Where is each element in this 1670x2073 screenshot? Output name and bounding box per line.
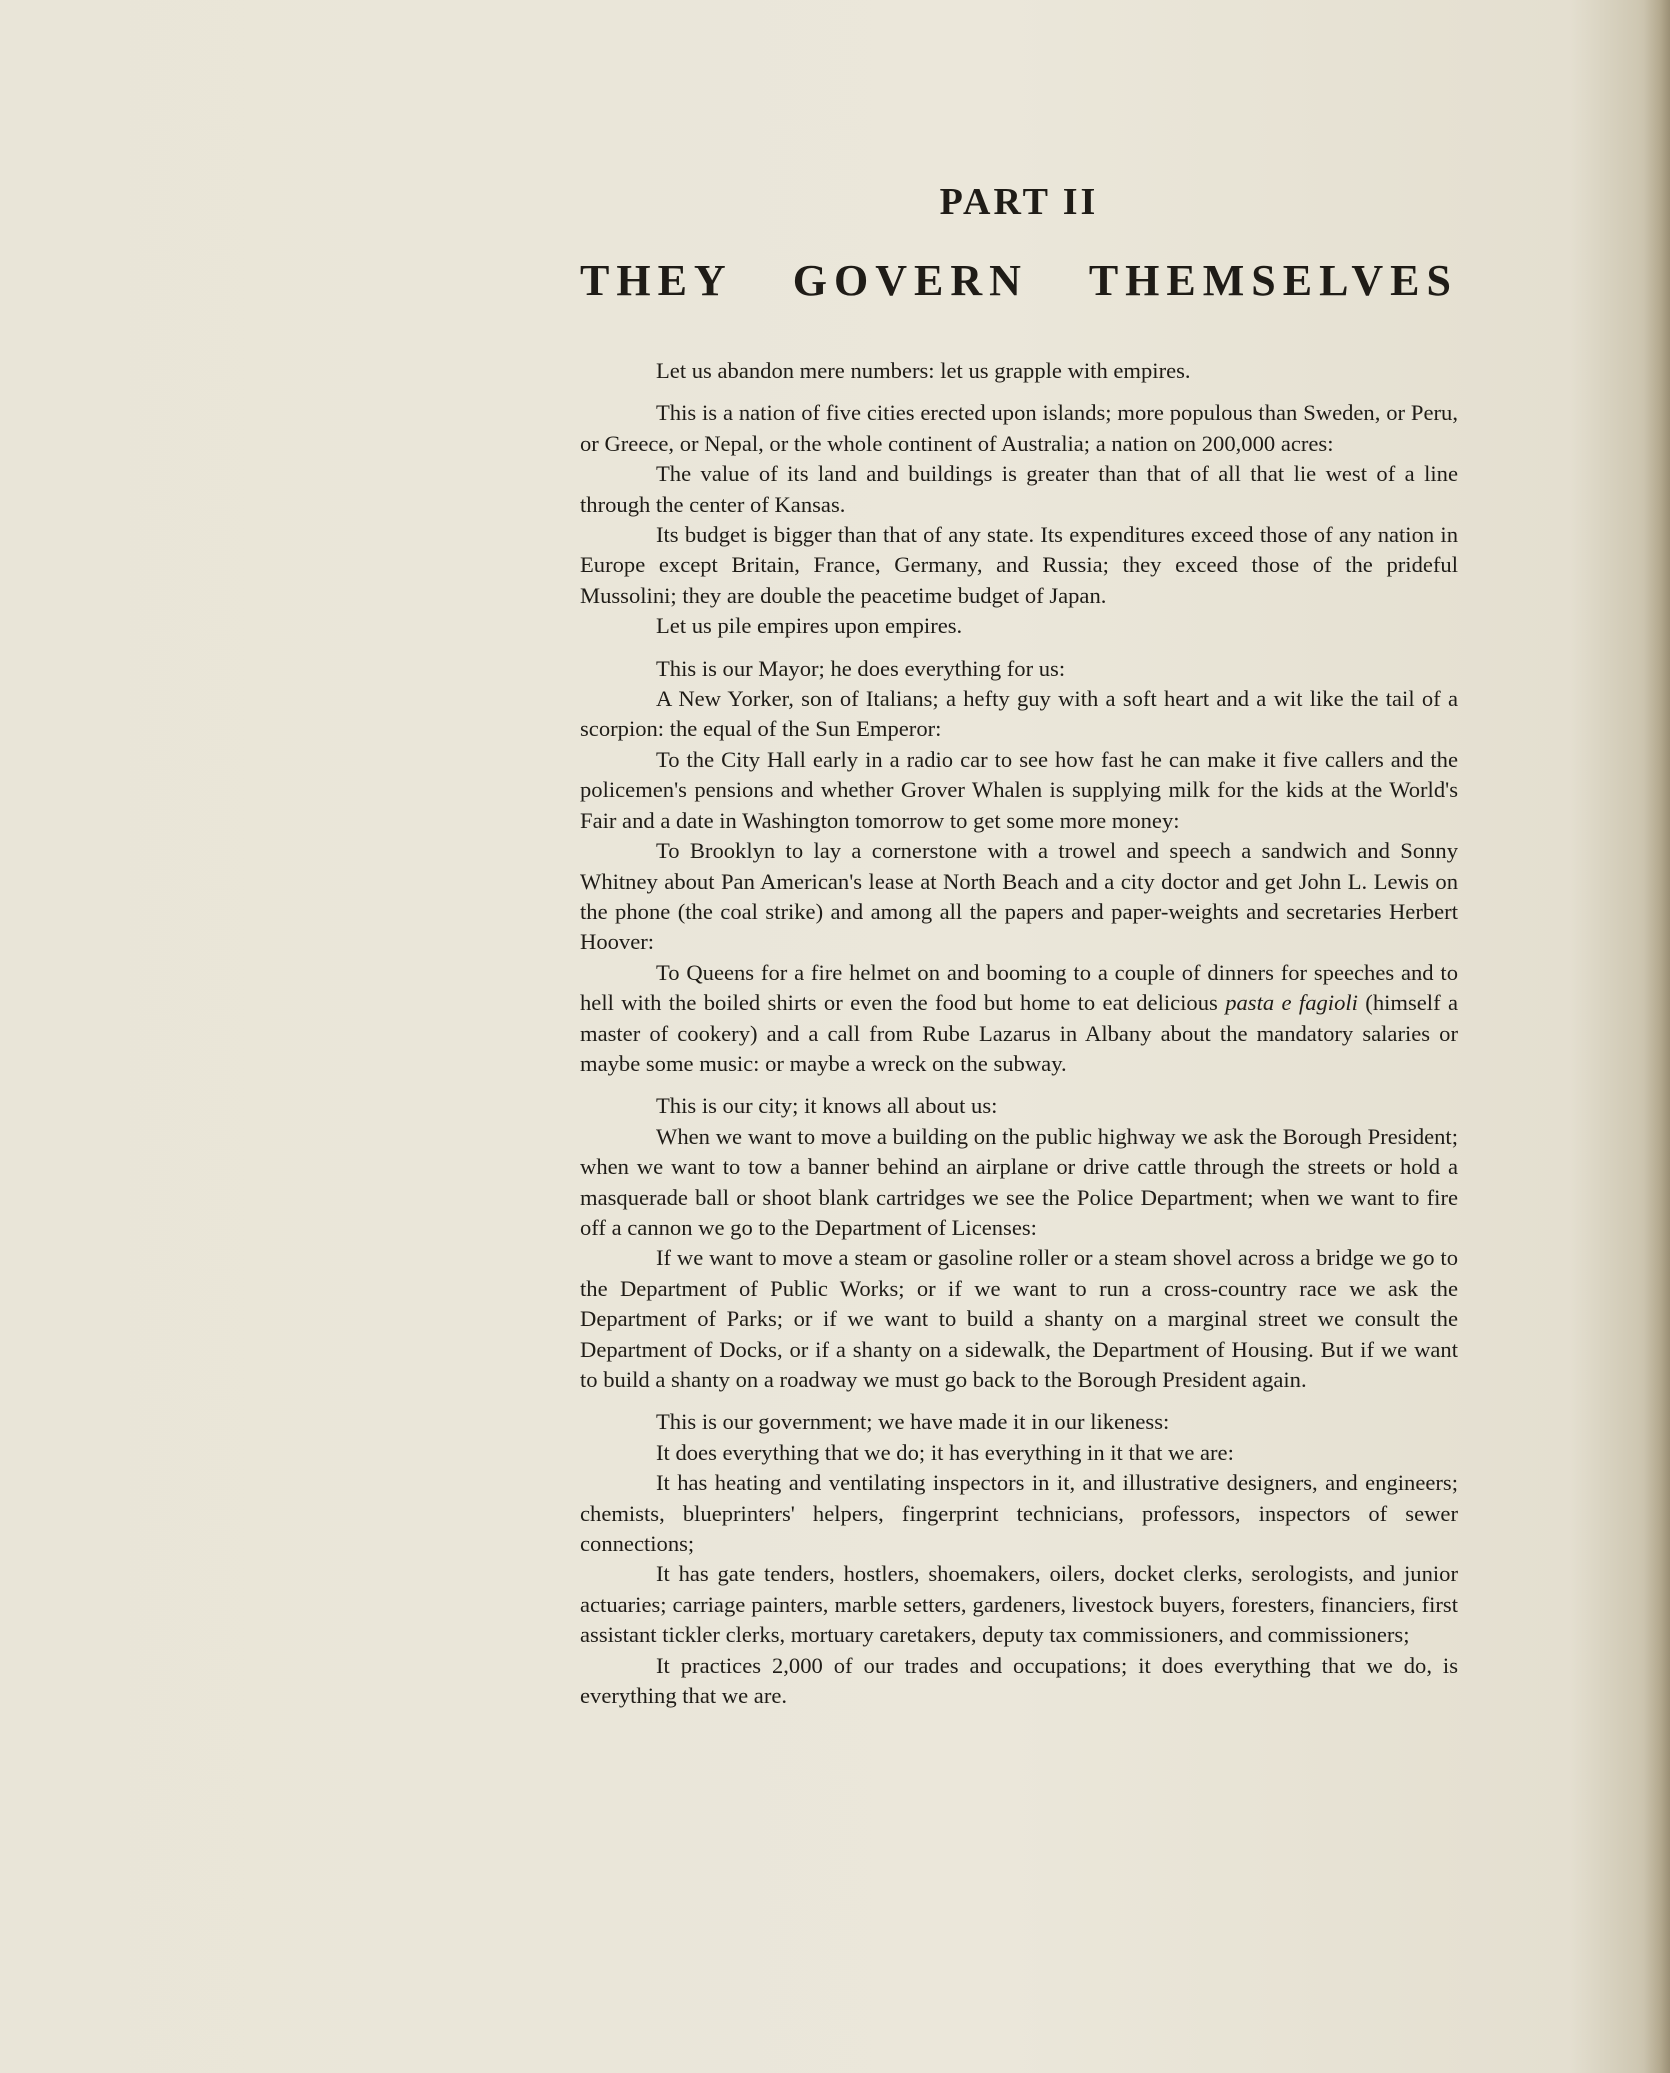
- paragraph-text-part: To Queens for a fire helmet on and booming to a couple of dinners for speeches and to hell with the boiled shirts or even the food but home to eat delicious: [580, 959, 1458, 1016]
- paragraph: This is our Mayor; he does everything for us:: [656, 655, 1066, 681]
- page-edge-shadow: [1644, 0, 1670, 2073]
- paragraph: Let us pile empires upon empires.: [656, 613, 963, 639]
- paragraph: If we want to move a steam or gasoline roller or a steam shovel across a bridge we go to the Department of Public Works; or if we want to run a cross-country race we ask the Department of Parks; or if we want to build a shanty on a marginal street we consult the Department of Docks, or if a shanty on a sidewalk, the Department of Housing. But if we want to build a shanty on a roadway we must go back to the Borough President again.: [580, 1245, 1458, 1392]
- chapter-title: THEY GOVERN THEMSELVES: [580, 256, 1458, 305]
- paragraph: This is a nation of five cities erected upon islands; more populous than Sweden, or Peru, or Greece, or Nepal, or the whole continent of Australia; a nation on 200,000 acres:: [580, 400, 1458, 456]
- paragraph: To the City Hall early in a radio car to see how fast he can make it five callers and the policemen's pensions and whether Grover Whalen is supplying milk for the kids at the World's Fair and a date in Washington tomorrow to get some more money:: [580, 746, 1458, 833]
- paragraph: This is our city; it knows all about us:: [656, 1093, 998, 1119]
- paragraph: When we want to move a building on the public highway we ask the Borough President; when we want to tow a banner behind an airplane or drive cattle through the streets or hold a masquerade ball or shoot blank cartridges we see the Police Department; when we want to fire off a cannon we go to the Department of Licenses:: [580, 1123, 1458, 1240]
- part-heading: PART II: [939, 181, 1099, 223]
- paragraph: To Brooklyn to lay a cornerstone with a trowel and speech a sandwich and Sonny Whitney about Pan American's lease at North Beach and a city doctor and get John L. Lewis on the phone (the coal strike) and among all the papers and paper-weights and secretaries Herbert Hoover:: [580, 838, 1458, 955]
- paragraph: The value of its land and buildings is greater than that of all that lie west of a line through the center of Kansas.: [580, 461, 1458, 517]
- paragraph: Its budget is bigger than that of any state. Its expenditures exceed those of any nation in Europe except Britain, France, Germany, and Russia; they exceed those of the prideful Mussolini; they are double the peacetime budget of Japan.: [580, 522, 1458, 608]
- paragraph: This is our government; we have made it in our likeness:: [656, 1409, 1170, 1435]
- text-block: [580, 172, 1458, 1711]
- paragraph: It has heating and ventilating inspectors in it, and illustrative designers, and engineers; chemists, blueprinters' helpers, fingerprint technicians, professors, inspectors of sewer connections;: [580, 1470, 1458, 1557]
- paragraph: It has gate tenders, hostlers, shoemakers, oilers, docket clerks, serologists, and junior actuaries; carriage painters, marble setters, gardeners, livestock buyers, foresters, financiers, first assistant tickler clerks, mortuary caretakers, deputy tax commissioners, and commissioners;: [580, 1561, 1458, 1648]
- italic-phrase: pasta e fagioli: [1225, 990, 1358, 1016]
- paragraph: It practices 2,000 of our trades and occupations; it does everything that we do, is everything that we are.: [580, 1652, 1458, 1709]
- paragraph-text-part: (himself a master of cookery) and a call from Rube Lazarus in Albany about the mandatory salaries or maybe some music: or maybe a wreck on the subway.: [580, 990, 1458, 1076]
- body-text: [580, 356, 1458, 1711]
- paragraph: Let us abandon mere numbers: let us grapple with empires.: [656, 358, 1191, 383]
- paragraph: A New Yorker, son of Italians; a hefty guy with a soft heart and a wit like the tail of a scorpion: the equal of the Sun Emperor:: [580, 686, 1458, 742]
- paragraph-with-italic: [580, 958, 1458, 1080]
- paragraph: It does everything that we do; it has everything in it that we are:: [656, 1439, 1234, 1465]
